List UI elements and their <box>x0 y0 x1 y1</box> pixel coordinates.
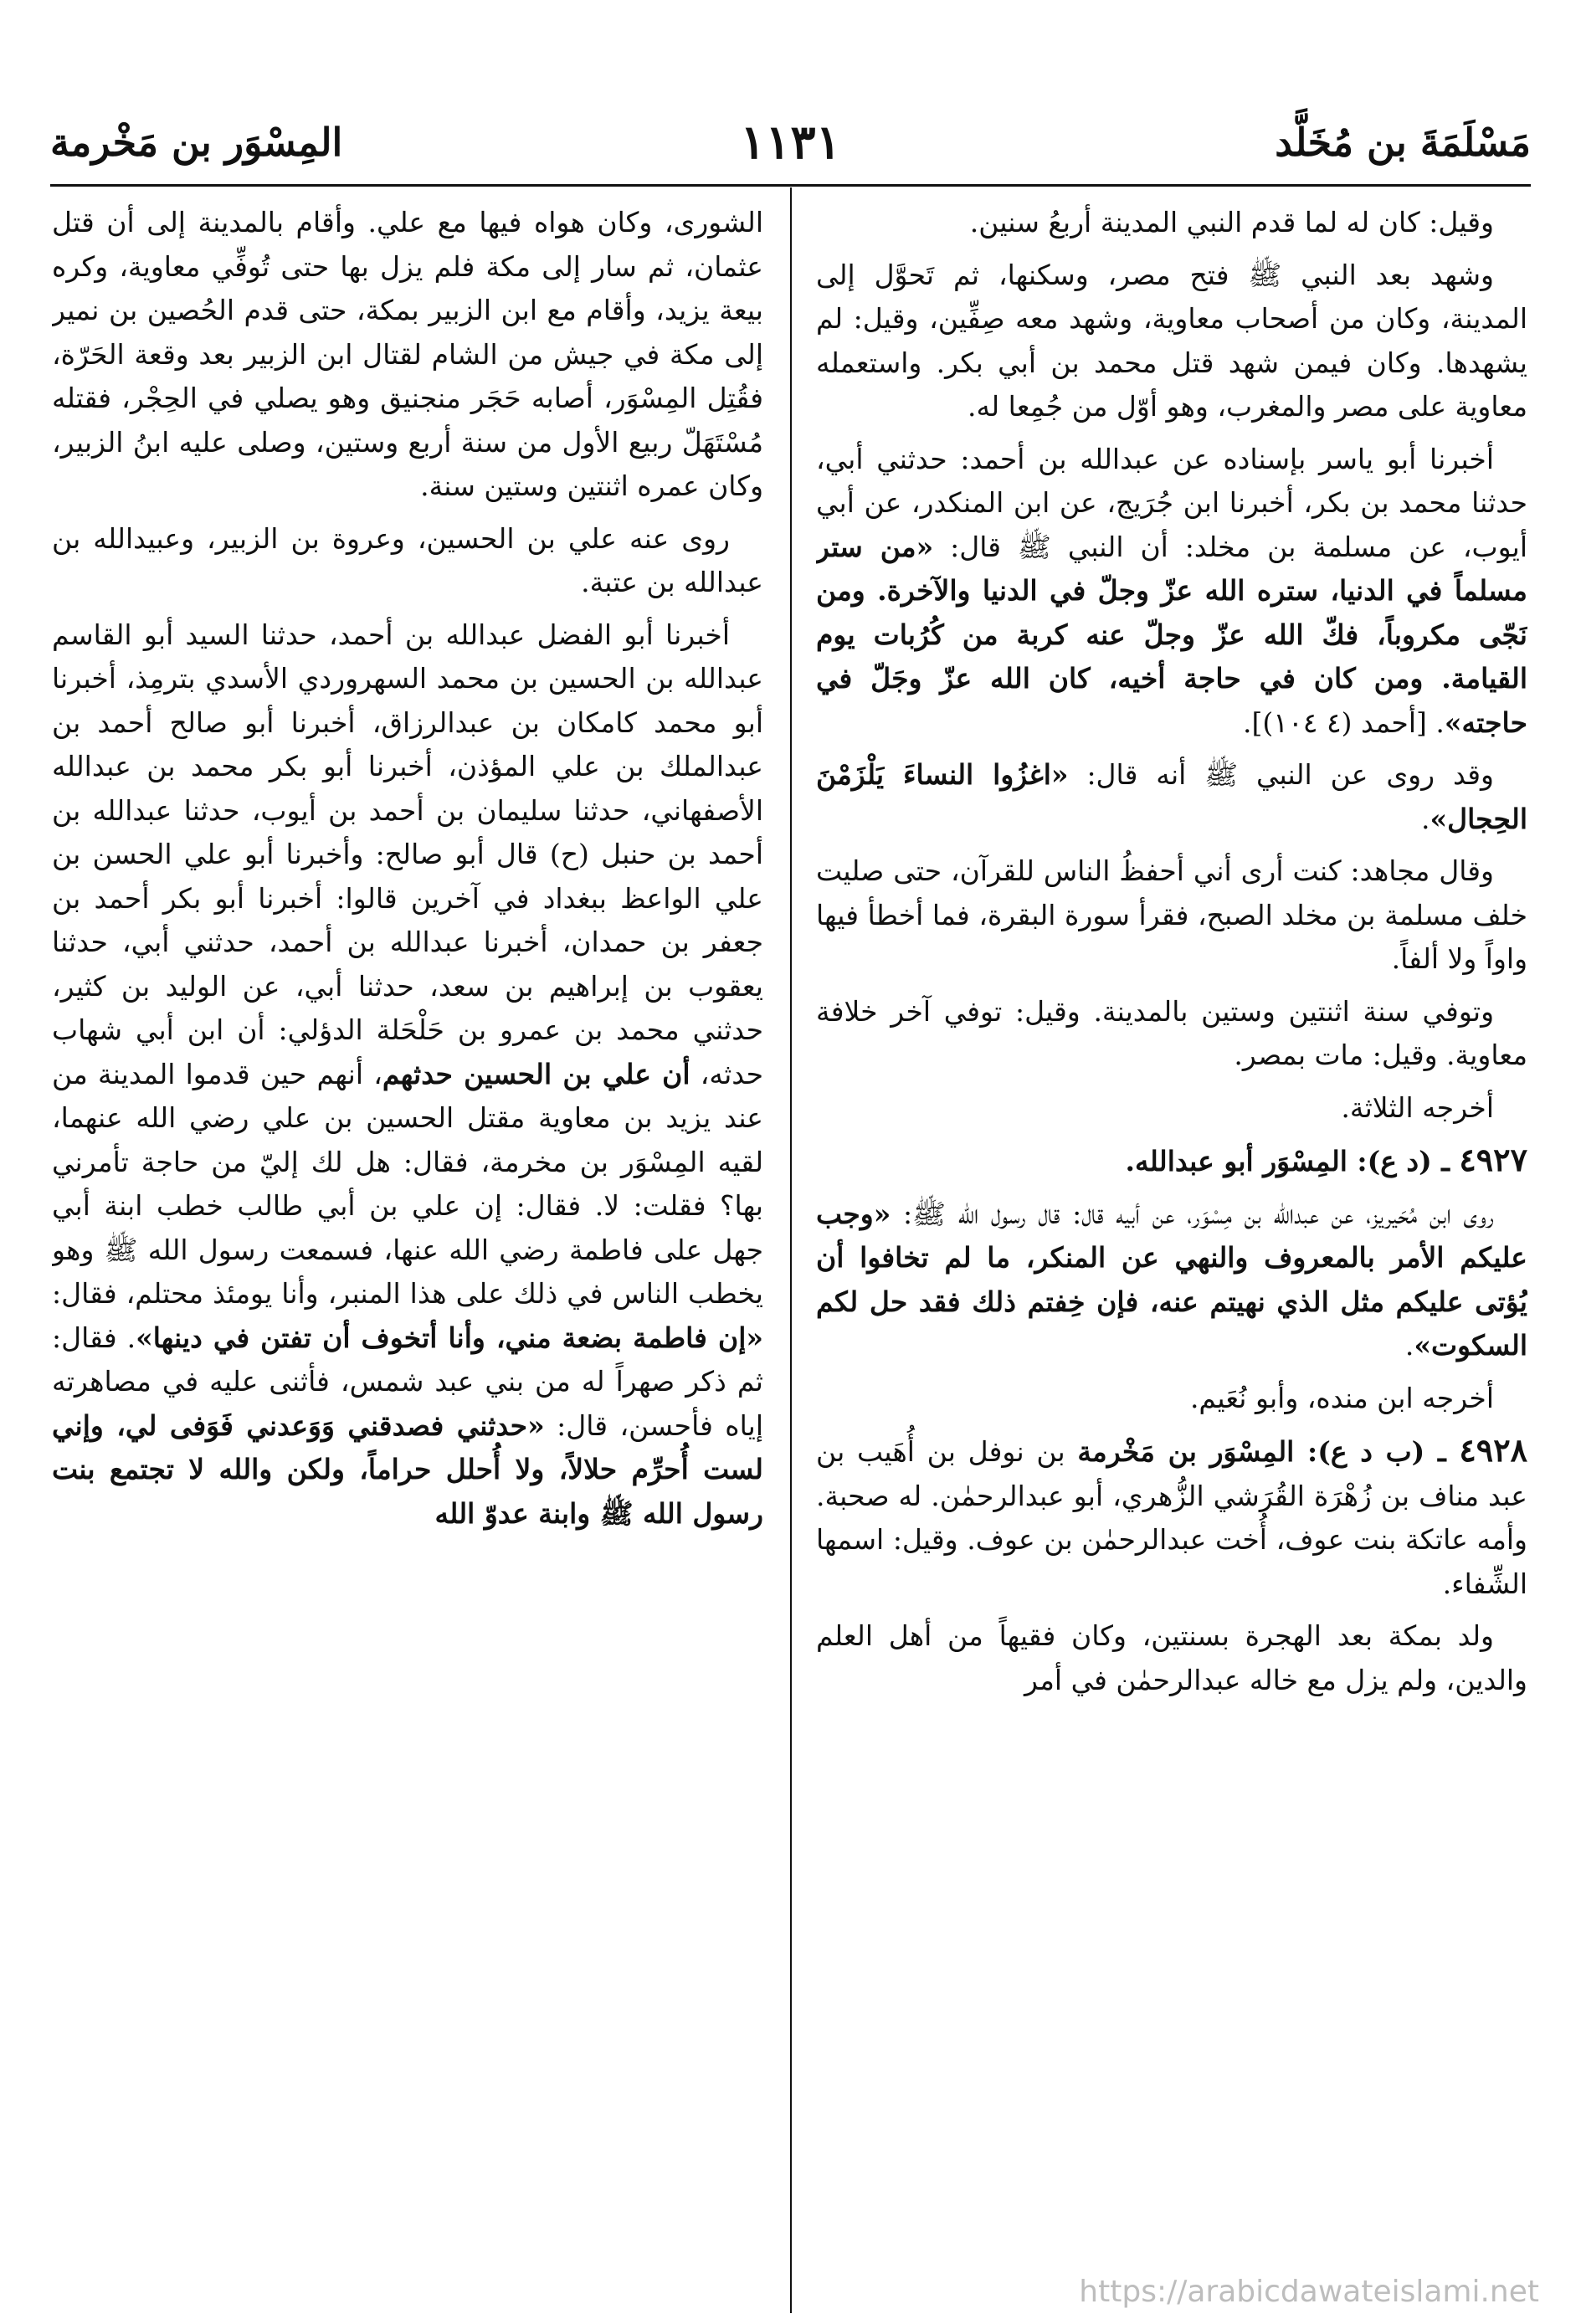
hadith-text: «اغزُوا النساءَ يَلْزَمْنَ الحِجال» <box>816 758 1527 835</box>
paragraph-text: أخرجه الثلاثة. <box>1341 1090 1494 1124</box>
paragraph-text: وقال مجاهد: كنت أرى أني أحفظُ الناس للقرآن، حتى صليت خلف مسلمة بن مخلد الصبح، فقرأ سورة البقرة، فما أخطأ فيها واواً ولا ألفاً. <box>816 854 1527 975</box>
paragraph-text: أخرجه ابن منده، وأبو نُعَيم. <box>1189 1381 1494 1414</box>
paragraph-text: وتوفي سنة اثنتين وستين بالمدينة. وقيل: توفي آخر خلافة معاوية. وقيل: مات بمصر. <box>816 994 1527 1071</box>
page-number: ١١٣١ <box>740 115 841 170</box>
paragraph-text: وشهد بعد النبي ﷺ فتح مصر، وسكنها، ثم تَحوَّل إلى المدينة، وكان من أصحاب معاوية، وشهد معه صِفِّين، وقيل: لم يشهدها. وكان فيمن شهد قتل محمد بن أبي بكر. واستعمله معاوية على مصر والمغرب، وهو أوّل من جُمِعا له. <box>816 258 1527 423</box>
entry-heading-paragraph <box>816 1429 1527 1606</box>
hadith-text: أن علي بن الحسين حدثهم <box>382 1057 690 1090</box>
left-column <box>52 201 763 2310</box>
column-divider <box>790 187 792 2313</box>
header-left-title: المِسْوَر بن مَخْرمة <box>50 120 343 165</box>
text-paragraph <box>52 613 763 1537</box>
entry-title: ـ (د ع): المِسْوَر أبو عبدالله. <box>1125 1145 1460 1177</box>
right-column <box>816 201 1527 2310</box>
text-paragraph <box>816 1193 1527 1368</box>
watermark-url: https://arabicdawateislami.net <box>1079 2275 1539 2309</box>
paragraph-text: وقد روى عن النبي ﷺ أنه قال: <box>1068 758 1494 791</box>
paragraph-text: أخبرنا أبو الفضل عبدالله بن أحمد، حدثنا السيد أبو القاسم عبدالله بن الحسين بن محمد السهروردي الأسدي بترمِذ، أخبرنا أبو محمد كامكان بن عبدالرزاق، أخبرنا أبو صالح أحمد بن عبدالملك بن علي المؤذن، أخبرنا أبو بكر محمد بن عبدالله الأصفهاني، حدثنا سليمان بن أحمد بن أيوب، حدثنا عبدالله بن أحمد بن حنبل (ح) قال أبو صالح: وأخبرنا أبو علي الحسن بن علي الواعظ ببغداد في آخرين قالوا: أخبرنا أبو بكر أحمد بن جعفر بن حمدان، أخبرنا عبدالله بن أحمد، حدثني أبي، حدثنا يعقوب بن إبراهيم بن سعد، حدثنا أبي، عن الوليد بن كثير، حدثني محمد بن عمرو بن حَلْحَلة الدؤلي: أن ابن أبي شهاب حدثه، <box>52 618 763 1090</box>
text-paragraph <box>816 254 1527 429</box>
paragraph-text: وقيل: كان له لما قدم النبي المدينة أربعُ سنين. <box>969 206 1494 239</box>
hadith-text: «من ستر مسلماً في الدنيا، ستره الله عزّ وجلّ في الدنيا والآخرة. ومن نَجّى مكروباً، فكّ الله عزّ وجلّ عنه كربة من كُرُبات يوم القيامة. ومن كان في حاجة أخيه، كان الله عزّ وجَلّ في حاجته» <box>816 530 1527 739</box>
paragraph-text: أخبرنا أبو ياسر بإسناده عن عبدالله بن أحمد: حدثني أبي، حدثنا محمد بن بكر، أخبرنا ابن جُرَيج، عن ابن المنكدر، عن أبي أيوب، عن مسلمة بن مخلد: أن النبي ﷺ قال: <box>816 442 1527 563</box>
text-paragraph <box>816 753 1527 841</box>
paragraph-text: روى ابن مُحَيريز، عن عبدالله بن مِسْوَر، عن أبيه قال: قال رسول الله ﷺ: <box>891 1197 1494 1230</box>
paragraph-text: روى عنه علي بن الحسين، وعروة بن الزبير، وعبيدالله بن عبدالله بن عتبة. <box>52 521 763 598</box>
paragraph-text: ، أنهم حين قدموا المدينة من عند يزيد بن معاوية مقتل الحسين بن علي رضي الله عنهما، لقيه المِسْوَر بن مخرمة، فقال: هل لك إليّ من حاجة تأمرني بها؟ فقلت: لا. فقال: إن علي بن أبي طالب خطب ابنة أبي جهل على فاطمة رضي الله عنها، فسمعت رسول الله ﷺ وهو يخطب الناس في ذلك على هذا المنبر، وأنا يومئذ محتلم، فقال: <box>52 1057 763 1310</box>
entry-number: ٤٩٢٧ <box>1459 1141 1527 1178</box>
hadith-text: «حدثني فصدقني وَوَعدني فَوَفى لي، وإني لست أُحرِّم حلالاً، ولا أُحلل حراماً، ولكن والله لا تجتمع بنت رسول الله ﷺ وابنة عدوّ الله <box>52 1408 763 1530</box>
header-rule <box>50 184 1531 187</box>
entry-title: ـ (ب د ع): المِسْوَر بن مَخْرمة <box>1077 1435 1460 1468</box>
text-paragraph <box>816 990 1527 1078</box>
paragraph-text: . <box>1404 1329 1414 1362</box>
text-paragraph <box>816 1086 1527 1131</box>
hadith-text: «إن فاطمة بضعة مني، وأنا أتخوف أن تفتن في دينها» <box>136 1321 763 1354</box>
paragraph-text: . فقال: ثم ذكر صهراً له من بني عبد شمس، فأثنى عليه في مصاهرته إياه فأحسن، قال: <box>52 1321 763 1442</box>
paragraph-text: ولد بمكة بعد الهجرة بسنتين، وكان فقيهاً من أهل العلم والدين، ولم يزل مع خاله عبدالرحمٰن في أمر <box>816 1619 1527 1696</box>
text-paragraph <box>816 201 1527 245</box>
text-paragraph <box>816 1614 1527 1702</box>
text-paragraph <box>816 849 1527 982</box>
text-paragraph <box>52 201 763 509</box>
text-paragraph <box>52 517 763 605</box>
paragraph-text: بن نوفل بن أُهَيب بن عبد مناف بن زُهْرَة القُرَشي الزُّهري، أبو عبدالرحمٰن. له صحبة. وأمه عاتكة بنت عوف، أُخت عبدالرحمٰن بن عوف. وقيل: اسمها الشِّفاء. <box>816 1435 1527 1600</box>
text-paragraph <box>816 1377 1527 1421</box>
paragraph-text: . [أحمد (٤ ١٠٤)]. <box>1243 705 1445 739</box>
paragraph-text: . <box>1421 802 1430 835</box>
entry-heading-paragraph <box>816 1138 1527 1184</box>
hadith-text: «وجب عليكم الأمر بالمعروف والنهي عن المنكر، ما لم تخافوا أن يُؤتى عليكم مثل الذي نهيتم عنه، فإن خِفتم ذلك فقد حل لكم السكوت» <box>816 1197 1527 1362</box>
paragraph-text: الشورى، وكان هواه فيها مع علي. وأقام بالمدينة إلى أن قتل عثمان، ثم سار إلى مكة فلم يزل بها حتى تُوفِّي معاوية، وكره بيعة يزيد، وأقام مع ابن الزبير بمكة، حتى قدم الحُصين بن نمير إلى مكة في جيش من الشام لقتال ابن الزبير بعد وقعة الحَرّة، فقُتِل المِسْوَر، أصابه حَجَر منجنيق وهو يصلي في الحِجْر، فقتله مُسْتَهَلّ ربيع الأول من سنة أربع وستين، وصلى عليه ابنُ الزبير، وكان عمره اثنتين وستين سنة. <box>52 206 763 502</box>
text-paragraph <box>816 438 1527 746</box>
header-right-title: مَسْلَمَةَ بن مُخَلَّد <box>1275 120 1531 165</box>
entry-number: ٤٩٢٨ <box>1459 1431 1527 1469</box>
page-header <box>50 107 1531 182</box>
